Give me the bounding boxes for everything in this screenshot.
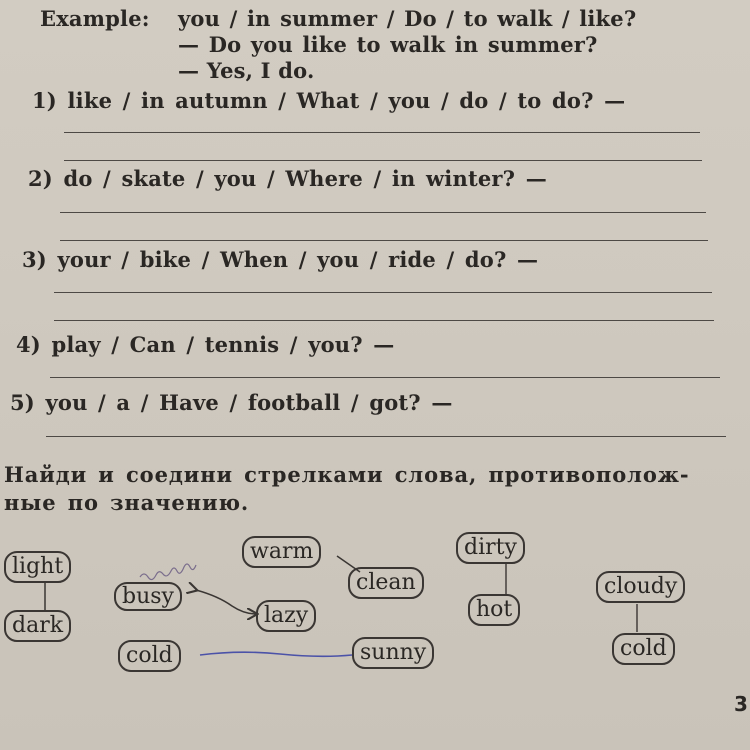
word-light[interactable]: light	[4, 551, 71, 583]
pen-scribble	[140, 564, 196, 580]
word-hot[interactable]: hot	[468, 594, 520, 626]
word-clean[interactable]: clean	[348, 567, 424, 599]
example-prompt: you / in summer / Do / to walk / like?	[178, 6, 637, 31]
task-4: 4) play / Can / tennis / you? —	[16, 332, 395, 357]
task-1: 1) like / in autumn / What / you / do / to do? —	[32, 88, 626, 113]
page-number: 3	[734, 692, 748, 716]
word-dirty[interactable]: dirty	[456, 532, 525, 564]
word-sunny[interactable]: sunny	[352, 637, 434, 669]
task-5: 5) you / a / Have / football / got? —	[10, 390, 453, 415]
example-question: — Do you like to walk in summer?	[178, 32, 598, 57]
example-label: Example:	[40, 6, 150, 31]
word-warm[interactable]: warm	[242, 536, 321, 568]
word-lazy[interactable]: lazy	[256, 600, 316, 632]
word-cold-left[interactable]: cold	[118, 640, 181, 672]
busy-lazy-arrow	[196, 590, 256, 614]
word-busy[interactable]: busy	[114, 582, 182, 611]
instruction-line-1: Найди и соедини стрелками слова, противополож-	[4, 462, 690, 487]
instruction-line-2: ные по значению.	[4, 490, 250, 515]
word-cloudy[interactable]: cloudy	[596, 571, 685, 603]
cold-sunny-link	[200, 652, 352, 656]
task-3: 3) your / bike / When / you / ride / do? —	[22, 247, 539, 272]
task-2: 2) do / skate / you / Where / in winter? —	[28, 166, 547, 191]
word-dark[interactable]: dark	[4, 610, 71, 642]
word-cold-right[interactable]: cold	[612, 633, 675, 665]
example-answer: — Yes, I do.	[178, 58, 315, 83]
